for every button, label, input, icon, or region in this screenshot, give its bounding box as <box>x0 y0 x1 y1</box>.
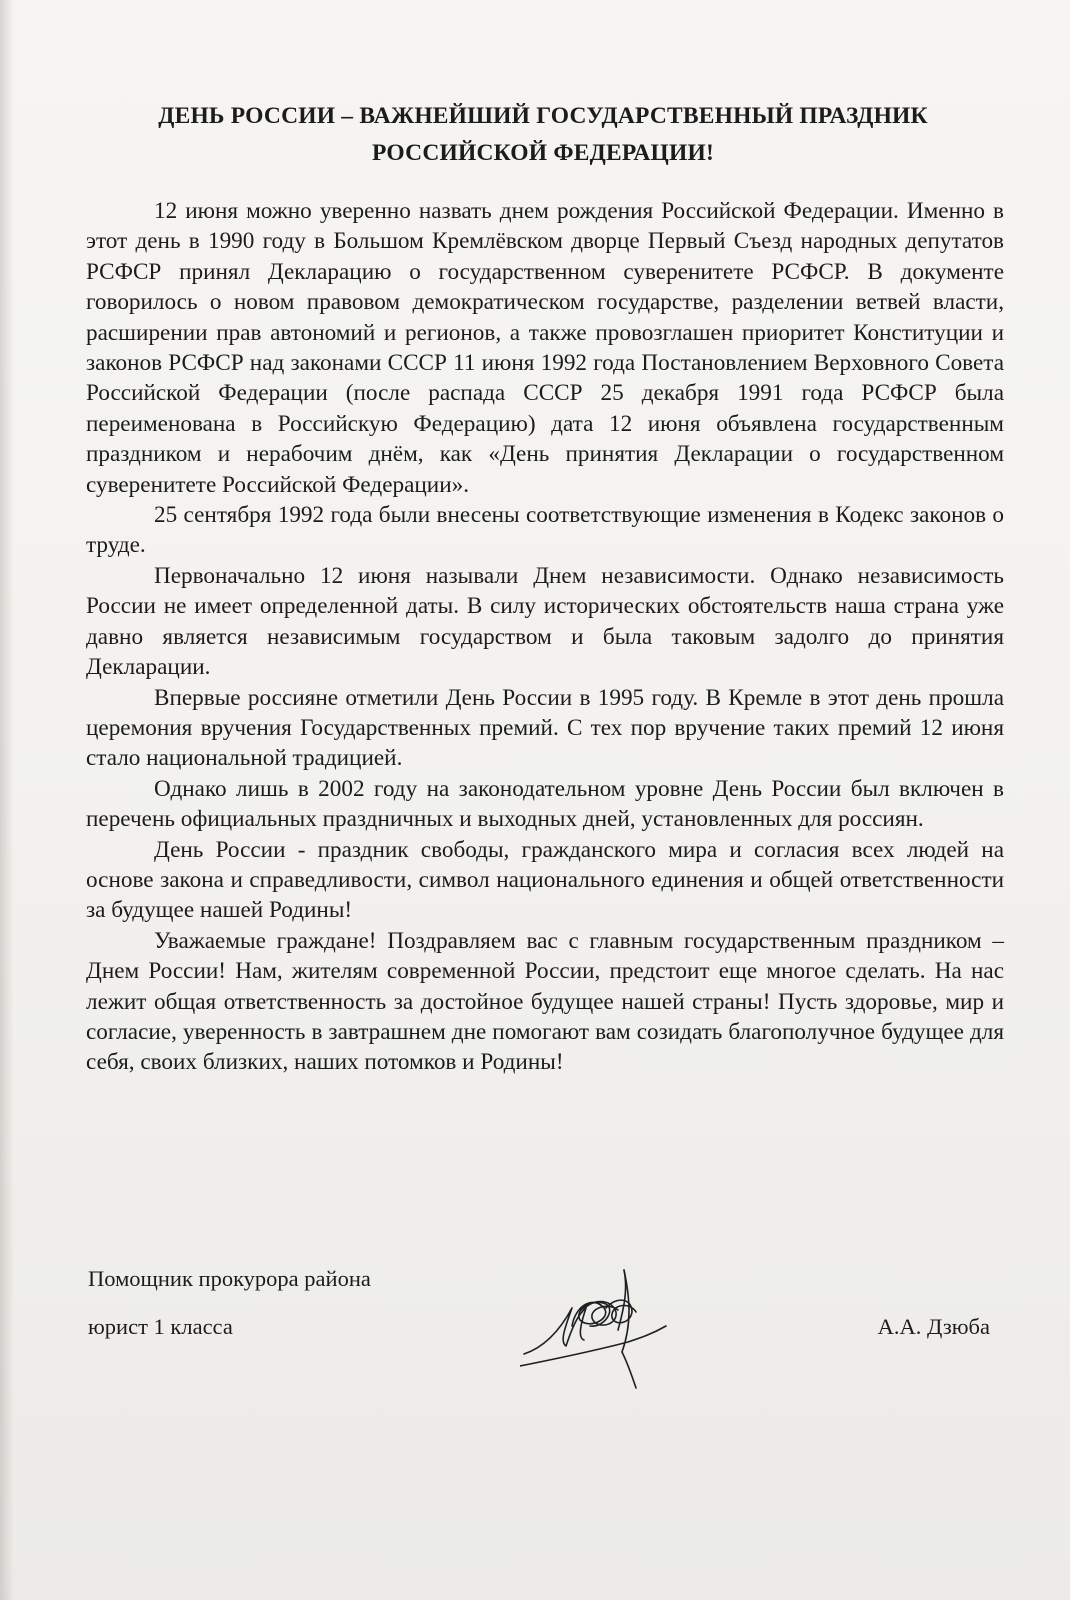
signer-position: Помощник прокурора района <box>88 1266 371 1291</box>
page-edge-shadow <box>0 0 14 1600</box>
signer-name: А.А. Дзюба <box>877 1314 990 1339</box>
document-body <box>86 196 1004 1078</box>
paragraph-1: 12 июня можно уверенно назвать днем рождения Российской Федерации. Именно в этот день в 1990 году в Большом Кремлёвском дворце Первый Съезд народных депутатов РСФСР принял Декларацию о государственном суверенитете РСФСР. В документе говорилось о новом правовом демократическом государстве, разделении ветвей власти, расширении прав автономий и регионов, а также провозглашен приоритет Конституции и законов РСФСР над законами СССР 11 июня 1992 года Постановлением Верховного Совета Российской Федерации (после распада СССР 25 декабря 1991 года РСФСР была переименована в Российскую Федерацию) дата 12 июня объявлена государственным праздником и нерабочим днём, как «День принятия Декларации о государственном суверенитете Российской Федерации». <box>86 198 1004 498</box>
handwritten-signature <box>520 1268 670 1392</box>
paragraph-6: День России - праздник свободы, гражданского мира и согласия всех людей на основе закона и справедливости, символ национального единения и общей ответственности за будущее нашей Родины! <box>86 836 1004 924</box>
document-title: ДЕНЬ РОССИИ – ВАЖНЕЙШИЙ ГОСУДАРСТВЕННЫЙ ПРАЗДНИК РОССИЙСКОЙ ФЕДЕРАЦИИ! <box>158 103 928 166</box>
paragraph-2: 25 сентября 1992 года были внесены соответствующие изменения в Кодекс законов о труде. <box>86 502 1004 559</box>
paragraph-3: Первоначально 12 июня называли Днем независимости. Однако независимость России не имеет определенной даты. В силу исторических обстоятельств наша страна уже давно является независимым государством и была таковым задолго до принятия Декларации. <box>86 562 1004 681</box>
paragraph-5: Однако лишь в 2002 году на законодательном уровне День России был включен в перечень официальных праздничных и выходных дней, установленных для россиян. <box>86 775 1004 833</box>
signer-rank: юрист 1 класса <box>88 1314 233 1339</box>
paragraph-4: Впервые россияне отметили День России в 1995 году. В Кремле в этот день прошла церемония вручения Государственных премий. С тех пор вручение таких премий 12 июня стало национальной традицией. <box>86 684 1004 772</box>
paragraph-7: Уважаемые граждане! Поздравляем вас с главным государственным праздником – Днем России! Нам, жителям современной России, предстоит еще многое сделать. На нас лежит общая ответственность за достойное будущее нашей страны! Пусть здоровье, мир и согласие, уверенность в завтрашнем дне помогают вам созидать благополучное будущее для себя, своих близких, наших потомков и Родины! <box>86 927 1004 1076</box>
